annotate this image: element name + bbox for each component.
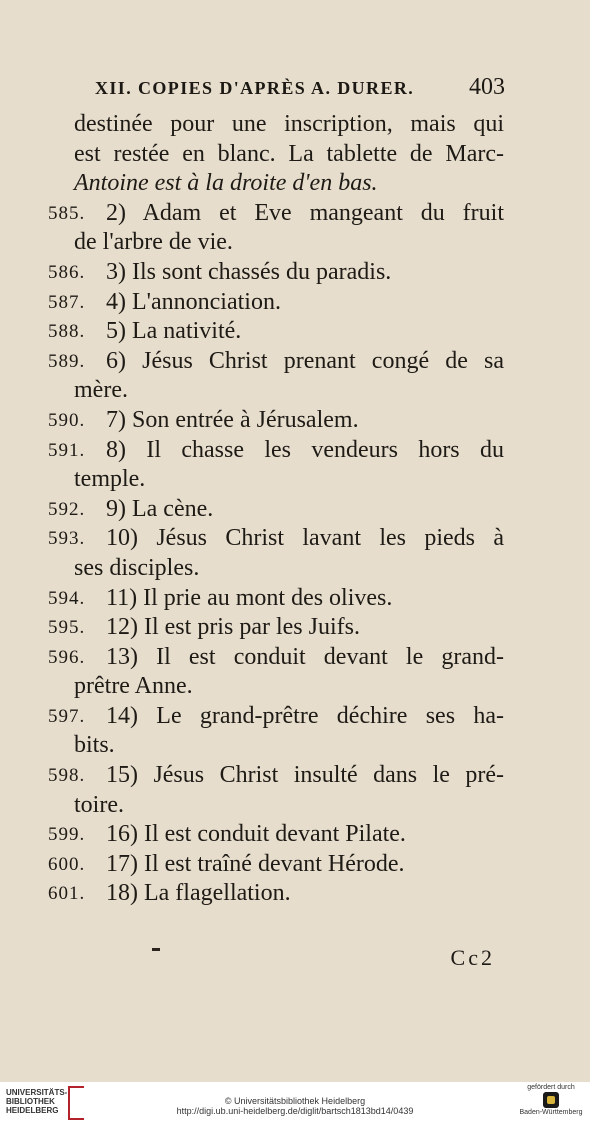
text-line (48, 731, 504, 761)
entry-number: 586. (48, 261, 86, 283)
page-text (48, 110, 504, 909)
text-line (48, 376, 504, 406)
line-text: 5) La nativité. (106, 318, 242, 345)
text-line (48, 258, 504, 288)
text-line (48, 524, 504, 554)
institution-name: UNIVERSITÄTS- BIBLIOTHEK HEIDELBERG (6, 1088, 68, 1115)
source-url[interactable]: http://digi.ub.uni-heidelberg.de/diglit/bartsch1813bd14/0439 (176, 1106, 414, 1116)
line-text: bits. (74, 732, 115, 759)
entry-number: 597. (48, 705, 86, 727)
line-text: prêtre Anne. (74, 673, 193, 700)
line-text: 13) Il est conduit devant le grand- (106, 643, 504, 670)
line-text: temple. (74, 466, 146, 493)
entry-number: 591. (48, 439, 86, 461)
entry-number: 594. (48, 587, 86, 609)
line-text: 12) Il est pris par les Juifs. (106, 614, 360, 641)
entry-number: 593. (48, 528, 86, 550)
text-line (48, 761, 504, 791)
text-line (48, 317, 504, 347)
text-line (48, 228, 504, 258)
line-text: 18) La flagellation. (106, 880, 291, 907)
line-text: 7) Son entrée à Jérusalem. (106, 406, 359, 433)
header-title: XII. COPIES D'APRÈS A. DURER. (95, 78, 415, 98)
line-text: 6) Jésus Christ prenant congé de sa (106, 347, 504, 374)
text-line (48, 288, 504, 318)
text-line (48, 791, 504, 821)
text-line (48, 495, 504, 525)
signature-mark: Cc2 (450, 945, 495, 970)
text-line (48, 406, 504, 436)
line-text: 2) Adam et Eve mangeant du fruit (106, 199, 504, 226)
entry-number: 592. (48, 498, 86, 520)
funder-block (516, 1084, 586, 1116)
entry-number: 599. (48, 824, 86, 846)
text-line (48, 643, 504, 673)
entry-number: 598. (48, 765, 86, 787)
viewer-footer (0, 1082, 590, 1123)
line-text: ses disciples. (74, 554, 200, 581)
copyright-text: © Universitätsbibliothek Heidelberg (224, 1096, 366, 1106)
funder-name: Baden-Württemberg (519, 1109, 583, 1116)
footer-mark (152, 948, 160, 951)
text-line (48, 850, 504, 880)
text-line (48, 672, 504, 702)
text-line (48, 140, 504, 170)
copyright-block (0, 1096, 590, 1116)
text-line (48, 199, 504, 229)
line-text: 11) Il prie au mont des olives. (106, 584, 393, 611)
line-text: de l'arbre de vie. (74, 229, 233, 256)
entry-number: 600. (48, 853, 86, 875)
line-text: est restée en blanc. La tablette de Marc- (74, 140, 504, 167)
line-text: 16) Il est conduit devant Pilate. (106, 821, 406, 848)
text-line (48, 879, 504, 909)
text-line (48, 584, 504, 614)
text-line (48, 465, 504, 495)
text-line (48, 554, 504, 584)
line-text: 10) Jésus Christ lavant les pieds à (106, 525, 504, 552)
text-line (48, 613, 504, 643)
running-header (95, 74, 505, 108)
line-text: mère. (74, 377, 128, 404)
text-line (48, 820, 504, 850)
text-line (48, 110, 504, 140)
entry-number: 596. (48, 646, 86, 668)
line-text: 4) L'annonciation. (106, 288, 281, 315)
line-text: toire. (74, 791, 124, 818)
text-line (48, 436, 504, 466)
text-line (48, 702, 504, 732)
text-line (48, 169, 504, 199)
entry-number: 588. (48, 321, 86, 343)
entry-number: 595. (48, 617, 86, 639)
line-text: 3) Ils sont chassés du paradis. (106, 258, 392, 285)
line-text: 17) Il est traîné devant Hérode. (106, 850, 405, 877)
line-text: 15) Jésus Christ insulté dans le pré- (106, 762, 504, 789)
funder-label: gefördert durch (527, 1084, 575, 1091)
entry-number: 587. (48, 291, 86, 313)
line-text: 8) Il chasse les vendeurs hors du (106, 436, 504, 463)
page-number: 403 (469, 74, 505, 100)
text-line (48, 347, 504, 377)
state-crest-icon (543, 1092, 559, 1108)
entry-number: 601. (48, 883, 86, 905)
entry-number: 590. (48, 409, 86, 431)
entry-number: 589. (48, 350, 86, 372)
line-text: destinée pour une inscription, mais qui (74, 111, 504, 137)
entry-number: 585. (48, 202, 86, 224)
line-text: Antoine est à la droite d'en bas. (74, 170, 378, 197)
line-text: 14) Le grand-prêtre déchire ses ha- (106, 702, 504, 729)
line-text: 9) La cène. (106, 495, 214, 522)
